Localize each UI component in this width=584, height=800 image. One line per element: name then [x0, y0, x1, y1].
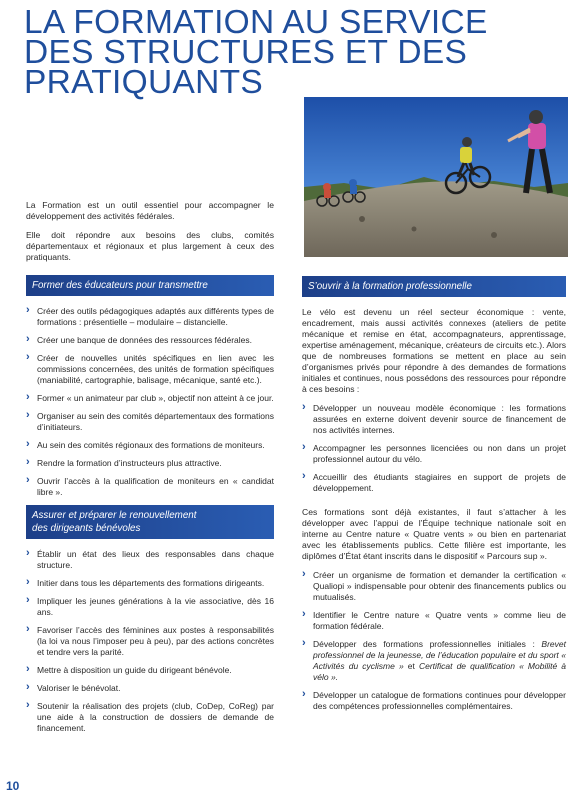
section-heading-professionnelle: S’ouvrir à la formation professionnelle	[302, 276, 566, 297]
list-item: › Accompagner les personnes licenciées ou non dans un projet professionnel autour du vélo.	[302, 443, 566, 465]
title-line-3: PRATIQUANTS	[24, 64, 264, 101]
intro-paragraph-1: La Formation est un outil essentiel pour accompagner le développement des activités fédérales.	[26, 200, 274, 221]
list-item: › Ouvrir l’accès à la qualification de moniteurs en « candidat libre ».	[26, 476, 274, 498]
list-item: › Valoriser le bénévolat.	[26, 683, 274, 694]
section-heading-dirigeants-line-1: Assurer et préparer le renouvellement	[32, 510, 197, 521]
list-item: › Rendre la formation d’instructeurs plus attractive.	[26, 458, 274, 469]
list-item: › Identifier le Centre nature « Quatre vents » comme lieu de formation fédérale.	[302, 610, 566, 632]
intro-paragraph-2: Elle doit répondre aux besoins des clubs, comités départementaux et régionaux et plus largement à ceux des pratiquants.	[26, 230, 274, 262]
brevet-prefix: Développer des formations professionnelles initiales :	[313, 639, 542, 649]
list-item: › Organiser au sein des comités départementaux des formations d’initiateurs.	[26, 411, 274, 433]
pro-list-1	[302, 403, 566, 494]
list-item: › Initier dans tous les départements des formations dirigeants.	[26, 578, 274, 589]
list-item: › Former « un animateur par club », objectif non atteint à ce jour.	[26, 393, 274, 404]
title-line-2: DES STRUCTURES ET DES	[24, 34, 468, 71]
list-item: › Au sein des comités régionaux des formations de moniteurs.	[26, 440, 274, 451]
pro-paragraph-2: Ces formations sont déjà existantes, il faut s’attacher à les développer avec l’appui de l’Équipe technique nationale soit en interne au Centre nature « Quatre vents » ou bien en partenariat avec les établissements publics. Cette filière est importante, les diplômes d’État étant inscrits dans le dispositif « Parcours sup ».	[302, 507, 566, 561]
brevet-title: Brevet professionnel de la jeunesse, de l’éducation populaire et du sport « Activités du cyclisme »	[313, 639, 566, 671]
title-line-1: LA FORMATION AU SERVICE	[24, 4, 488, 41]
list-item: › Créer de nouvelles unités spécifiques en lien avec les commissions concernées, des unités de formation spécifiques (maniabilité, cartographie, balisage, mécanique, santé etc.).	[26, 353, 274, 386]
page-title	[24, 4, 488, 101]
list-item: › Créer des outils pédagogiques adaptés aux différents types de formations : présentielle – modulaire – distancielle.	[26, 306, 274, 328]
pro-list-2	[302, 570, 566, 712]
list-item: › Créer une banque de données des ressources fédérales.	[26, 335, 274, 346]
list-item	[302, 639, 566, 683]
list-item: › Mettre à disposition un guide du dirigeant bénévole.	[26, 665, 274, 676]
dirigeants-list	[26, 549, 274, 734]
pro-paragraph-1: Le vélo est devenu un réel secteur économique : vente, encadrement, mais aussi activités connexes (ateliers de petite mécanique et remise en état, accompagnateurs, apprentissage, expertise aménagement, mécanique, créateurs de circuits etc.). Alors que de nombreuses formations se mettent en place au sein d’organismes privés pour répondre à des demandes de formations initiales et continues, nous possédons des ressources pour répondre à ces besoins :	[302, 307, 566, 394]
section-heading-educateurs: Former des éducateurs pour transmettre	[26, 275, 274, 296]
list-item: › Créer un organisme de formation et demander la certification « Qualiopi » indispensable pour obtenir des financements publics ou mutualisés.	[302, 570, 566, 603]
list-item: › Développer un nouveau modèle économique : les formations assurées en externe doivent devenir source de financement de nos activités internes.	[302, 403, 566, 436]
educateurs-list	[26, 306, 274, 498]
right-column	[302, 276, 566, 719]
list-item: › Impliquer les jeunes générations à la vie associative, dès 16 ans.	[26, 596, 274, 618]
list-item: › Soutenir la réalisation des projets (club, CoDep, CoReg) par une aide à la construction de dossiers de demande de financement.	[26, 701, 274, 734]
list-item: › Établir un état des lieux des responsables dans chaque structure.	[26, 549, 274, 571]
list-item: › Favoriser l’accès des féminines aux postes à responsabilités (la loi va nous l’imposer peu à peu), par des actions concrètes et tendre vers la parité.	[26, 625, 274, 658]
page-number: 10	[6, 779, 20, 793]
left-column	[26, 200, 274, 741]
section-heading-dirigeants	[26, 505, 274, 539]
section-heading-dirigeants-line-2: des dirigeants bénévoles	[32, 523, 141, 534]
brevet-connector: et	[403, 661, 419, 671]
certificat-title: Certificat de qualification « Mobilité à vélo ».	[313, 661, 567, 682]
list-item: › Développer un catalogue de formations continues pour développer des compétences professionnelles complémentaires.	[302, 690, 566, 712]
list-item: › Accueillir des étudiants stagiaires en support de projets de développement.	[302, 472, 566, 494]
cycling-photo	[304, 97, 568, 257]
